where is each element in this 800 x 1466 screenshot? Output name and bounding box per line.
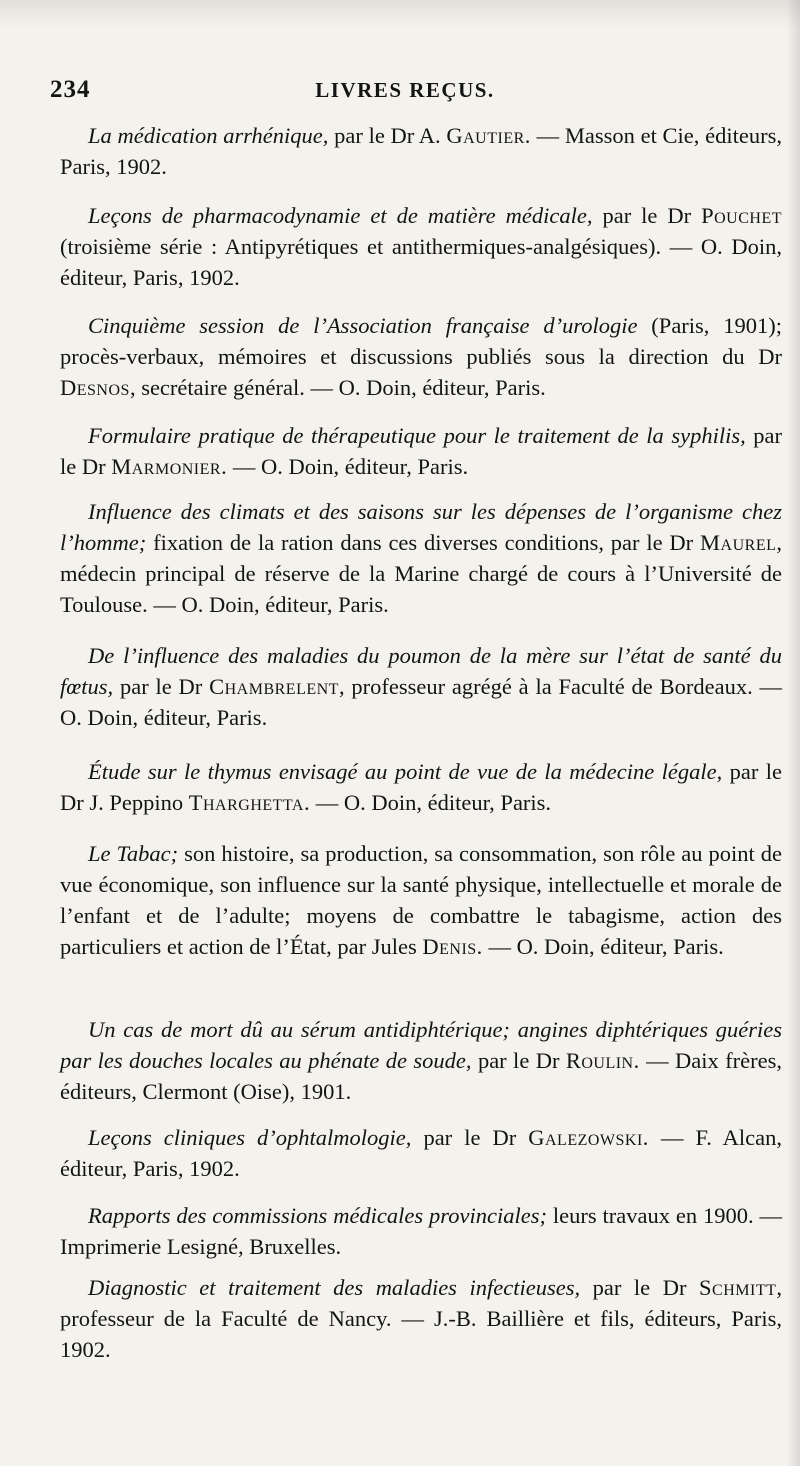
entry-publisher: — Masson et Cie, éditeurs, Paris, 1902. [60, 123, 782, 179]
book-title: Formulaire pratique de thérapeutique pour le traitement de la syphilis, [88, 423, 746, 448]
entry-publisher: — Daix frères, éditeurs, Clermont (Oise), 1901. [60, 1048, 782, 1104]
book-entry [60, 120, 782, 182]
entry-text: par le Dr [113, 674, 210, 699]
author-name: Roulin. [565, 1048, 640, 1073]
book-title: Étude sur le thymus envisagé au point de vue de la médecine légale, [88, 759, 723, 784]
entry-publisher: (troisième série : Antipyrétiques et antithermiques-analgésiques). — O. Doin, éditeur, Paris, 1902. [60, 234, 782, 290]
author-name: Marmonier. [111, 454, 228, 479]
entry-text: par le Dr [592, 203, 702, 228]
book-title: Leçons cliniques d’ophtalmologie, [88, 1125, 412, 1150]
book-entry [60, 420, 782, 482]
entry-text: (Paris, 1901); procès-verbaux, mémoires et discussions publiés sous la direction du Dr [60, 313, 782, 369]
running-title: LIVRES REÇUS. [315, 78, 495, 102]
entry-publisher: , secrétaire général. — O. Doin, éditeur, Paris. [129, 375, 546, 400]
entry-text: leurs travaux en 1900. — Imprimerie Lesigné, Bruxelles. [60, 1203, 782, 1259]
entry-text: par le Dr [471, 1048, 566, 1073]
entry-text: par le Dr J. Peppino [60, 759, 782, 815]
book-entry [60, 756, 782, 818]
entry-publisher: — O. Doin, éditeur, Paris. [227, 454, 469, 479]
author-name: Pouchet [701, 203, 782, 228]
book-entry [60, 1122, 782, 1184]
book-entry [60, 496, 782, 620]
entry-publisher: , médecin principal de réserve de la Marine chargé de cours à l’Université de Toulouse. — O. Doin, éditeur, Paris. [60, 530, 782, 617]
book-entry [60, 310, 782, 403]
author-name: Gautier. [446, 123, 531, 148]
scan-top-shadow [0, 0, 800, 28]
author-name: Chambrelent [209, 674, 339, 699]
book-title: Influence des climats et des saisons sur les dépenses de l’organisme chez l’homme; [60, 499, 782, 555]
book-title: Un cas de mort dû au sérum antidiphtérique; angines diphtériques guéries par les douches locales au phénate de soude, [60, 1017, 782, 1073]
book-title: Cinquième session de l’Association française d’urologie [88, 313, 638, 338]
entry-publisher: , professeur de la Faculté de Nancy. — J.-B. Baillière et fils, éditeurs, Paris, 1902. [60, 1275, 782, 1362]
entry-text: son histoire, sa production, sa consommation, son rôle au point de vue économique, son influence sur la santé physique, intellectuelle et morale de l’enfant et de l’adulte; moyens de combattre le tabagisme, action des particuliers et action de l’État, par Jules [60, 841, 782, 959]
book-entry [60, 1272, 782, 1365]
entry-publisher: — F. Alcan, éditeur, Paris, 1902. [60, 1125, 782, 1181]
entry-publisher: , professeur agrégé à la Faculté de Bordeaux. — O. Doin, éditeur, Paris. [60, 674, 782, 730]
entry-text: par le Dr [60, 423, 783, 479]
page-number: 234 [50, 76, 91, 103]
book-title: Rapports des commissions médicales provinciales; [88, 1203, 547, 1228]
entry-text: par le Dr A. [328, 123, 447, 148]
entry-text: par le Dr [580, 1275, 700, 1300]
book-title: La médication arrhénique, [88, 123, 329, 148]
author-name: Desnos [60, 375, 130, 400]
page-header [50, 76, 760, 112]
book-title: Diagnostic et traitement des maladies infectieuses, [88, 1275, 581, 1300]
author-name: Schmitt [699, 1275, 777, 1300]
scan-edge-shadow [786, 0, 800, 1466]
author-name: Galezowski. [528, 1125, 649, 1150]
entry-publisher: — O. Doin, éditeur, Paris. [482, 934, 724, 959]
entry-text: fixation de la ration dans ces diverses conditions, par le Dr [146, 530, 701, 555]
book-entry [60, 838, 782, 962]
entry-publisher: — O. Doin, éditeur, Paris. [310, 790, 552, 815]
author-name: Maurel [700, 530, 777, 555]
author-name: Denis. [422, 934, 483, 959]
book-title: Le Tabac; [88, 841, 179, 866]
book-title: De l’influence des maladies du poumon de la mère sur l’état de santé du fœtus, [60, 643, 782, 699]
book-entry [60, 200, 782, 293]
author-name: Tharghetta. [188, 790, 311, 815]
book-entry [60, 1200, 782, 1262]
entry-text: par le Dr [411, 1125, 529, 1150]
book-entry [60, 640, 782, 733]
book-title: Leçons de pharmacodynamie et de matière médicale, [88, 203, 593, 228]
book-entry [60, 1014, 782, 1107]
